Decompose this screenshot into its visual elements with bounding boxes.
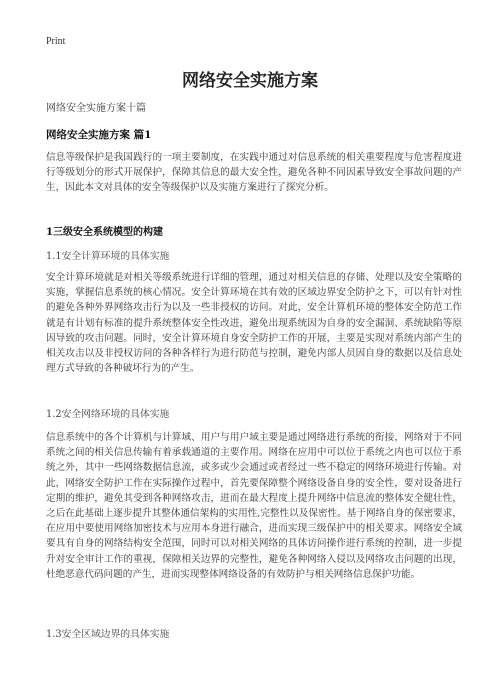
section-heading: 网络安全实施方案 篇1 [46,129,152,141]
subsection-heading-network-environment: 1.2安全网络环境的具体实施 [46,409,170,420]
intro-paragraph: 信息等级保护是我国践行的一项主要制度，在实践中通过对信息系统的相关重要程度与危害程度进行等级划分的形式开展保护，保障其信息的最大安全性，避免各种不同因素导致安全事故问题的产生，因此本文对具体的安全等级保护以及实施方案进行了探究分析。 [46,152,462,194]
paragraph-computing-environment: 安全计算环境就是对相关等级系统进行详细的管理，通过对相关信息的存储、处理以及安全策略的实施，掌握信息系统的核心情况。安全计算环境在其有效的区域边界安全防护之下，可以有针对性的避免各种外界网络攻击行为以及一些非授权的访问。对此，安全计算机环境的整体安全防范工作就是有计划有标准的提升系统整体安全性改进，避免出现系统因为自身的安全漏洞、系统缺陷等原因导致的攻击问题。同时，安全计算环境自身安全防护工作的开展，主要是实现对系统内部产生的相关攻击以及非授权访问的各种各样行为进行防范与控制，避免内部人员因自身的数据以及信息处理方式导致的各种破坏行为的产生。 [46,272,462,375]
subsection-heading-computing-environment: 1.1安全计算环境的具体实施 [46,251,170,262]
paragraph-network-environment: 信息系统中的各个计算机与计算域、用户与用户域主要是通过网络进行系统的衔接，网络对于不同系统之间的相关信息传输有着承载通道的主要作用。网络在应用中可以位于系统之内也可以位于系统之外，其中一些网络数据信息流，或多或少会通过或者经过一些不稳定的网络环境进行传输。对此，网络安全防护工作在实际操作过程中，首先要保障整个网络设备自身的安全性，要对设备进行定期的维护，避免其受到各种网络攻击，进而在最大程度上提升网络中信息流的整体安全健壮性，之后在此基础上逐步提升其整体通信架构的实用性,完整性以及保密性。基于网络自身的保密要求，在应用中要使用网络加密技术与应用本身进行融合，进而实现三级保护中的相关要求。网络安全域要具有自身的网络结构安全范围，同时可以对相关网络的具体访问操作进行系统的控制，进一步提升对安全审计工作的重视，保障相关边界的完整性，避免各种网络入侵以及网络攻击问题的出现，杜绝恶意代码问题的产生，进而实现整体网络设备的有效防护与相关网络信息保护功能。 [46,432,462,580]
print-label: Print [46,36,66,47]
document-subtitle: 网络安全实施方案十篇 [46,103,146,114]
heading-model-construction: 1三级安全系统模型的构建 [46,227,163,238]
subsection-heading-area-boundary: 1.3安全区域边界的具体实施 [46,629,170,640]
page-title: 网络安全实施方案 [182,71,318,91]
